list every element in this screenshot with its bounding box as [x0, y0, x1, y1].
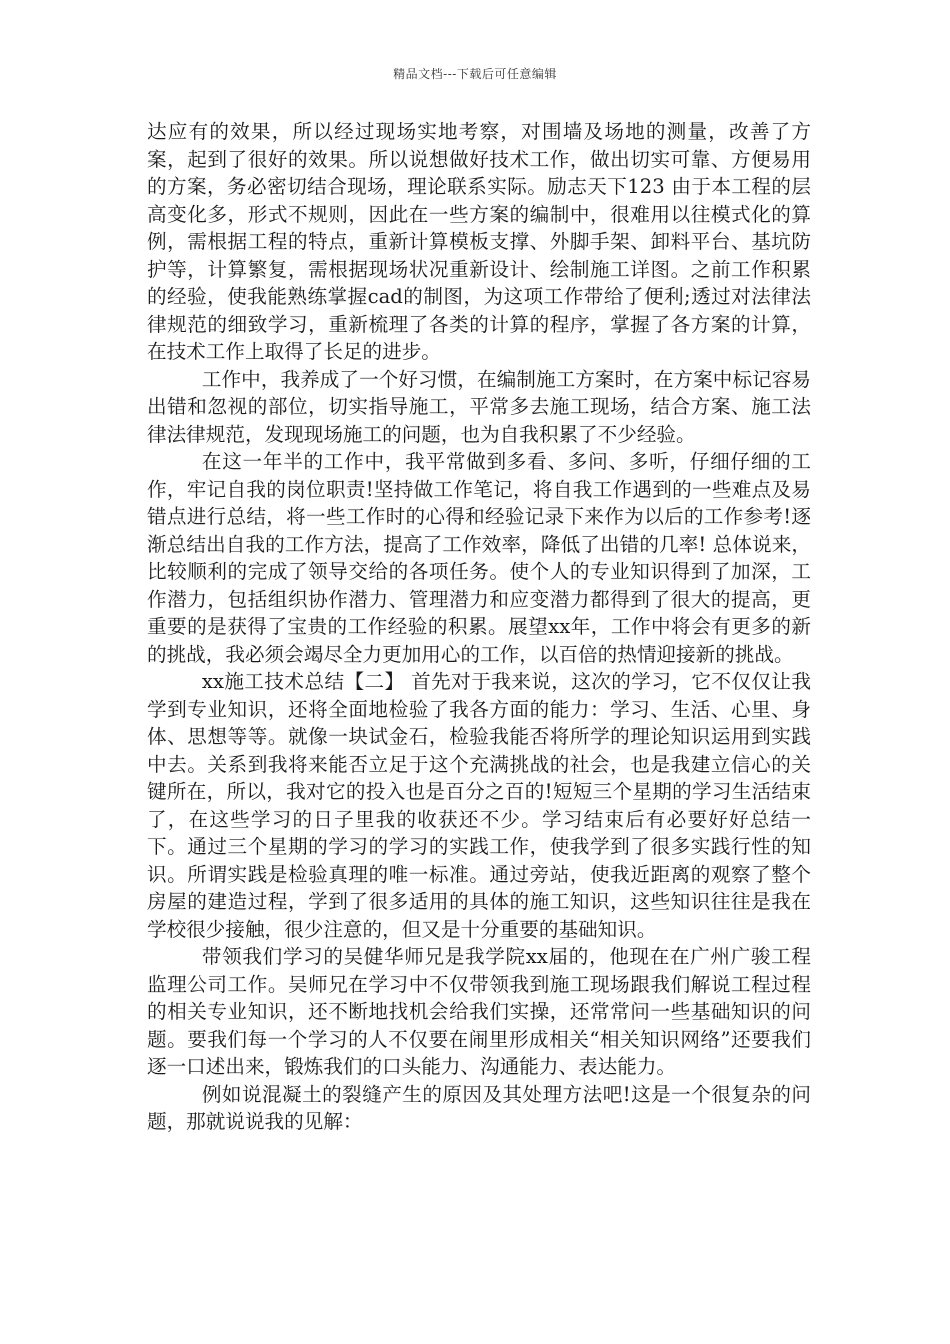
paragraph-6: 例如说混凝土的裂缝产生的原因及其处理方法吧!这是一个很复杂的问题，那就说说我的见解：	[147, 1082, 811, 1133]
paragraph-3: 在这一年半的工作中，我平常做到多看、多问、多听，仔细仔细的工作，牢记自我的岗位职责!坚持做工作笔记，将自我工作遇到的一些难点及易错点进行总结，将一些工作时的心得和经验记录下来作为以后的工作参考!逐渐总结出自我的工作方法，提高了工作效率，降低了出错的几率! 总体说来，比较顺利的完成了领导交给的各项任务。使个人的专业知识得到了加深，工作潜力，包括组织协作潜力、管理潜力和应变潜力都得到了很大的提高，更重要的是获得了宝贵的工作经验的积累。展望xx年，工作中将会有更多的新的挑战，我必须会竭尽全力更加用心的工作，以百倍的热情迎接新的挑战。	[147, 450, 811, 666]
paragraph-5: 带领我们学习的吴健华师兄是我学院xx届的，他现在在广州广骏工程监理公司工作。吴师兄在学习中不仅带领我到施工现场跟我们解说工程过程的相关专业知识，还不断地找机会给我们实操，还常常问一些基础知识的问题。要我们每一个学习的人不仅要在闹里形成相关“相关知识网络”还要我们逐一口述出来，锻炼我们的口头能力、沟通能力、表达能力。	[147, 945, 811, 1078]
page-header: 精品文档---下载后可任意编辑	[393, 67, 557, 81]
document-body	[147, 118, 811, 1136]
paragraph-1: 达应有的效果，所以经过现场实地考察，对围墙及场地的测量，改善了方案，起到了很好的效果。所以说想做好技术工作，做出切实可靠、方便易用的方案，务必密切结合现场，理论联系实际。励志天下123 由于本工程的层高变化多，形式不规则，因此在一些方案的编制中，很难用以往模式化的算例，需根据工程的特点，重新计算模板支撑、外脚手架、卸料平台、基坑防护等，计算繁复，需根据现场状况重新设计、绘制施工详图。之前工作积累的经验，使我能熟练掌握cad的制图，为这项工作带给了便利;透过对法律法律规范的细致学习，重新梳理了各类的计算的程序，掌握了各方案的计算，在技术工作上取得了长足的进步。	[147, 120, 811, 363]
paragraph-2: 工作中，我养成了一个好习惯，在编制施工方案时，在方案中标记容易出错和忽视的部位，切实指导施工，平常多去施工现场，结合方案、施工法律法律规范，发现现场施工的问题，也为自我积累了不少经验。	[147, 367, 811, 446]
paragraph-4: xx施工技术总结【二】 首先对于我来说，这次的学习，它不仅仅让我学到专业知识，还将全面地检验了我各方面的能力：学习、生活、心里、身体、思想等等。就像一块试金石，检验我能否将所学的理论知识运用到实践中去。关系到我将来能否立足于这个充满挑战的社会，也是我建立信心的关键所在，所以，我对它的投入也是百分之百的!短短三个星期的学习生活结束了，在这些学习的日子里我的收获还不少。学习结束后有必要好好总结一下。通过三个星期的学习的学习的实践工作，使我学到了很多实践行性的知识。所谓实践是检验真理的唯一标准。通过旁站，使我近距离的观察了整个房屋的建造过程，学到了很多适用的具体的施工知识，这些知识往往是我在学校很少接触，很少注意的，但又是十分重要的基础知识。	[147, 670, 811, 941]
